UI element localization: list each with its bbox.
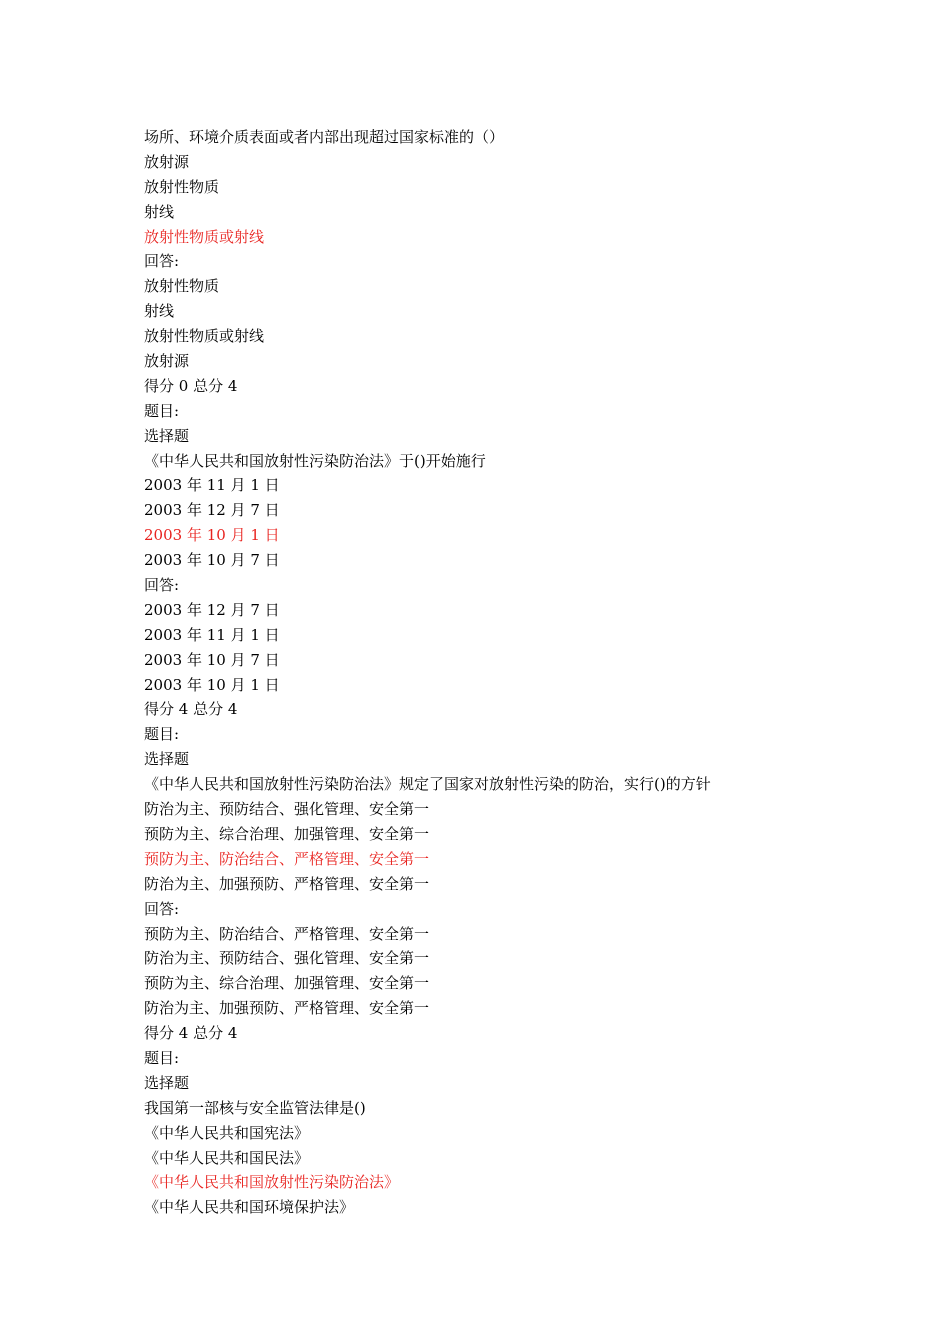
question-text: 《中华人民共和国放射性污染防治法》于()开始施行 bbox=[144, 451, 486, 470]
answer-option-text: 2003 年 10 月 1 日 bbox=[144, 675, 280, 694]
score-line: 得分 0 总分 4 bbox=[144, 376, 238, 395]
correct-option-text: 预防为主、防治结合、严格管理、安全第一 bbox=[144, 849, 430, 868]
option-text: 《中华人民共和国民法》 bbox=[144, 1148, 310, 1167]
answer-option-text: 防治为主、预防结合、强化管理、安全第一 bbox=[144, 949, 430, 968]
option-text: 《中华人民共和国宪法》 bbox=[144, 1123, 310, 1142]
answer-option-text: 2003 年 11 月 1 日 bbox=[144, 625, 280, 644]
answer-label: 回答: bbox=[144, 576, 180, 595]
question-type: 选择题 bbox=[144, 750, 190, 769]
option-text: 防治为主、加强预防、严格管理、安全第一 bbox=[144, 874, 430, 893]
question-type: 选择题 bbox=[144, 1073, 190, 1092]
answer-option-text: 放射性物质 bbox=[144, 277, 220, 296]
answer-label: 回答: bbox=[144, 899, 180, 918]
option-text: 2003 年 11 月 1 日 bbox=[144, 476, 280, 495]
option-text: 射线 bbox=[144, 202, 175, 221]
question-text: 场所、环境介质表面或者内部出现超过国家标准的（） bbox=[144, 128, 505, 146]
option-text: 预防为主、综合治理、加强管理、安全第一 bbox=[144, 824, 430, 843]
question-type: 选择题 bbox=[144, 426, 190, 445]
question-text: 我国第一部核与安全监管法律是() bbox=[144, 1098, 366, 1117]
option-text: 《中华人民共和国环境保护法》 bbox=[144, 1198, 355, 1217]
correct-option-text: 2003 年 10 月 1 日 bbox=[144, 526, 280, 545]
answer-option-text: 放射性物质或射线 bbox=[144, 327, 265, 346]
answer-label: 回答: bbox=[144, 252, 180, 271]
answer-option-text: 预防为主、综合治理、加强管理、安全第一 bbox=[144, 974, 430, 993]
score-line: 得分 4 总分 4 bbox=[144, 1024, 238, 1043]
option-text: 放射性物质 bbox=[144, 177, 220, 196]
answer-option-text: 射线 bbox=[144, 302, 175, 321]
option-text: 2003 年 12 月 7 日 bbox=[144, 501, 280, 520]
answer-option-text: 预防为主、防治结合、严格管理、安全第一 bbox=[144, 924, 430, 943]
question-text: 《中华人民共和国放射性污染防治法》规定了国家对放射性污染的防治，实行()的方针 bbox=[144, 775, 711, 794]
score-line: 得分 4 总分 4 bbox=[144, 700, 238, 719]
question-label: 题目: bbox=[144, 401, 180, 420]
document-body bbox=[144, 125, 904, 1220]
question-label: 题目: bbox=[144, 1048, 180, 1067]
correct-option-text: 《中华人民共和国放射性污染防治法》 bbox=[144, 1173, 400, 1192]
option-text: 2003 年 10 月 7 日 bbox=[144, 551, 280, 570]
option-text: 防治为主、预防结合、强化管理、安全第一 bbox=[144, 800, 430, 819]
option-text: 放射源 bbox=[144, 152, 190, 171]
answer-option-text: 2003 年 10 月 7 日 bbox=[144, 650, 280, 669]
correct-option-text: 放射性物质或射线 bbox=[144, 227, 265, 246]
answer-option-text: 2003 年 12 月 7 日 bbox=[144, 600, 280, 619]
answer-option-text: 防治为主、加强预防、严格管理、安全第一 bbox=[144, 999, 430, 1018]
question-label: 题目: bbox=[144, 725, 180, 744]
answer-option-text: 放射源 bbox=[144, 352, 190, 371]
